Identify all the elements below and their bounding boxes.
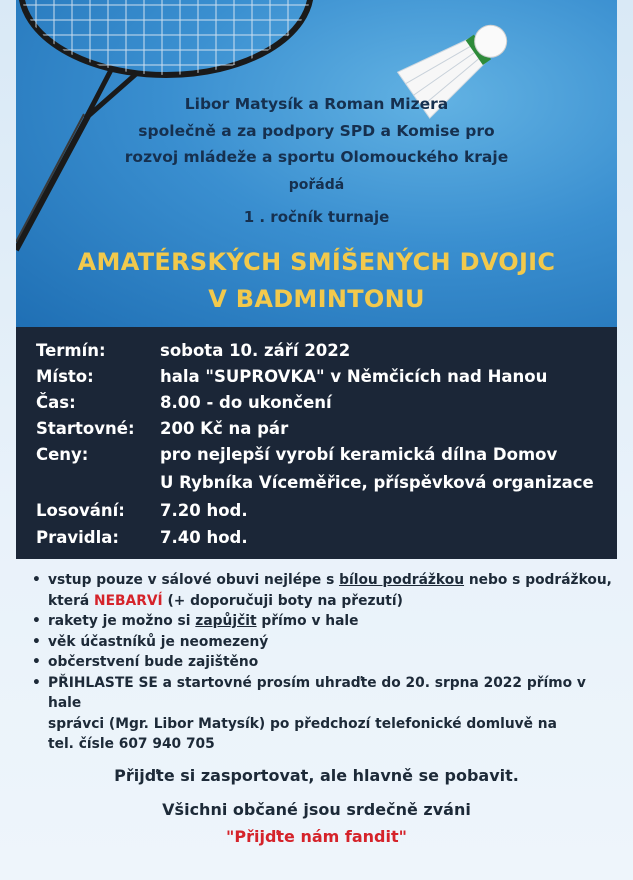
detail-label: Termín: <box>36 341 106 360</box>
rule-highlight-text: NEBARVÍ <box>94 592 163 609</box>
detail-row <box>36 528 616 554</box>
detail-value: 200 Kč na pár <box>160 419 289 438</box>
list-item <box>30 611 620 632</box>
detail-value: sobota 10. září 2022 <box>160 341 351 360</box>
closing-line-3: "Přijďte nám fandit" <box>226 827 407 846</box>
rule-text: občerstvení bude zajištěno <box>48 654 259 670</box>
rule-text: která <box>48 592 95 609</box>
detail-label: Startovné: <box>36 419 135 438</box>
detail-value: 7.20 hod. <box>160 501 248 520</box>
detail-value: 7.40 hod. <box>160 528 248 547</box>
rule-text: PŘIHLASTE SE a startovné prosím uhraďte do 20. srpna 2022 přímo v hale <box>48 674 586 711</box>
detail-row <box>36 419 616 445</box>
detail-row <box>36 501 616 527</box>
detail-value: pro nejlepší vyrobí keramická dílna Domov <box>160 445 558 464</box>
headline-line-1: AMATÉRSKÝCH SMÍŠENÝCH DVOJIC <box>77 248 556 276</box>
edition-text: 1 . ročník turnaje <box>243 208 390 226</box>
detail-label: Pravidla: <box>36 528 119 547</box>
detail-row <box>36 393 616 419</box>
detail-label: Čas: <box>36 393 76 412</box>
detail-value: 8.00 - do ukončení <box>160 393 332 412</box>
detail-value: hala "SUPROVKA" v Němčicích nad Hanou <box>160 367 548 386</box>
rule-text: vstup pouze v sálové obuvi nejlépe s <box>48 572 340 588</box>
list-item <box>30 632 620 653</box>
rule-underlined-text: zapůjčit <box>195 613 257 629</box>
detail-row <box>36 341 616 367</box>
rule-text: tel. čísle 607 940 705 <box>48 736 215 752</box>
detail-label: Ceny: <box>36 445 89 464</box>
list-item <box>30 570 620 611</box>
organizer-line-3: rozvoj mládeže a sportu Olomouckého kraje <box>124 148 509 166</box>
organizer-line-1: Libor Matysík a Roman Mizera <box>184 95 449 113</box>
details-panel <box>16 327 617 559</box>
presents-text: pořádá <box>288 177 345 193</box>
rule-text: věk účastníků je neomezený <box>48 633 269 650</box>
rule-underlined-text: bílou podrážkou <box>339 572 465 588</box>
detail-value: U Rybníka Víceměřice, příspěvková organizace <box>160 473 594 492</box>
detail-row <box>36 367 616 393</box>
detail-label: Losování: <box>36 501 125 520</box>
detail-row <box>36 473 616 499</box>
organizer-line-2: společně a za podpory SPD a Komise pro <box>138 122 495 140</box>
rule-text: nebo s podrážkou, <box>464 572 612 588</box>
headline-line-2: V BADMINTONU <box>208 285 425 313</box>
rule-text: (+ doporučuji boty na přezutí) <box>162 592 403 609</box>
rules-list <box>30 570 620 755</box>
rule-text: správci (Mgr. Libor Matysík) po předchozí telefonické domluvě na <box>48 715 557 732</box>
closing-line-1: Přijďte si zasportovat, ale hlavně se pobavit. <box>114 766 519 785</box>
hero-banner <box>16 0 617 327</box>
rule-text: přímo v hale <box>256 613 359 629</box>
closing-line-2: Všichni občané jsou srdečně zváni <box>162 800 471 819</box>
detail-row <box>36 445 616 471</box>
detail-label: Místo: <box>36 367 94 386</box>
list-item <box>30 652 620 673</box>
rule-text: rakety je možno si <box>48 613 196 629</box>
list-item <box>30 673 620 755</box>
